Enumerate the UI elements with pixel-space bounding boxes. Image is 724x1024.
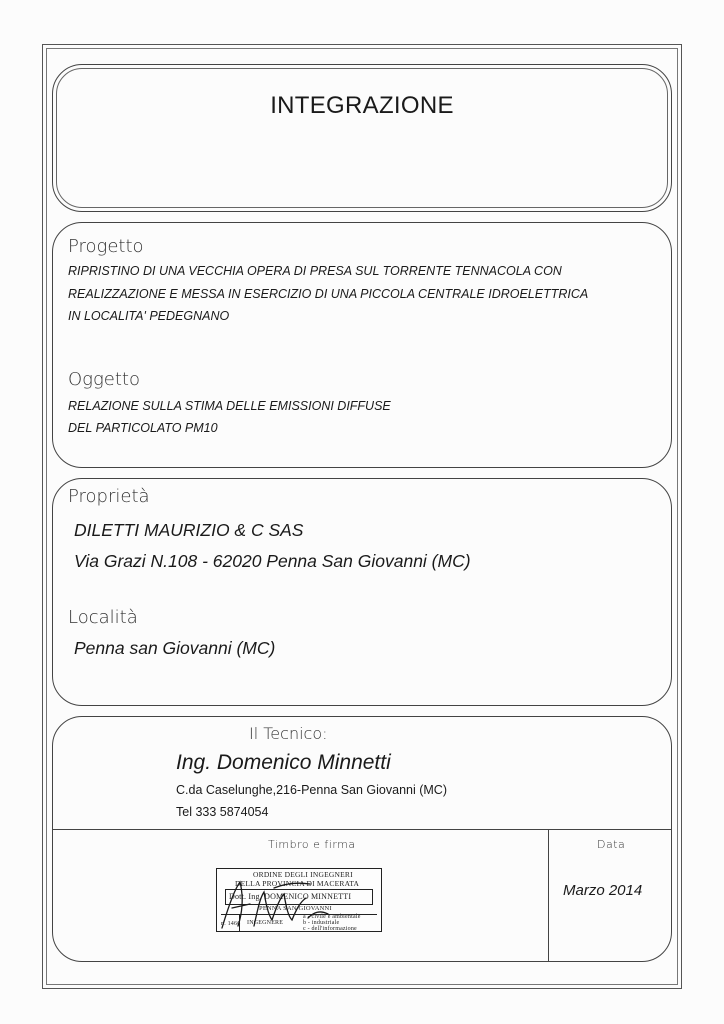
tecnico-address: C.da Caselunghe,216-Penna San Giovanni (MC) xyxy=(176,783,447,797)
progetto-label: Progetto xyxy=(68,236,144,257)
progetto-line-2: REALIZZAZIONE E MESSA IN ESERCIZIO DI UNA PICCOLA CENTRALE IDROELETTRICA xyxy=(68,287,589,301)
oggetto-line-2: DEL PARTICOLATO PM10 xyxy=(68,421,218,435)
data-value: Marzo 2014 xyxy=(563,882,643,899)
date-column-divider xyxy=(548,829,549,962)
owner-box xyxy=(52,478,672,706)
tecnico-name: Ing. Domenico Minnetti xyxy=(176,751,391,774)
data-label: Data xyxy=(597,838,626,851)
proprieta-label: Proprietà xyxy=(68,486,150,507)
stamp-role: INGEGNERE xyxy=(247,920,284,926)
stamp-line-1: ORDINE DEGLI INGEGNERI xyxy=(253,870,353,879)
signature-row-divider xyxy=(52,829,672,830)
progetto-line-1: RIPRISTINO DI UNA VECCHIA OPERA DI PRESA SUL TORRENTE TENNACOLA CON xyxy=(68,264,562,278)
stamp-line-3: Dott. Ing. DOMENICO MINNETTI xyxy=(229,892,352,901)
proprieta-name: DILETTI MAURIZIO & C SAS xyxy=(74,520,304,540)
localita-label: Località xyxy=(68,607,138,628)
stamp-sector-b: b - industriale xyxy=(303,920,340,926)
progetto-line-3: IN LOCALITA' PEDEGNANO xyxy=(68,309,230,323)
stamp-line-2: DELLA PROVINCIA DI MACERATA xyxy=(235,879,360,888)
stamp-sector-c: c - dell'informazione xyxy=(303,926,357,932)
timbro-label: Timbro e firma xyxy=(268,838,356,851)
handwritten-signature xyxy=(214,868,354,938)
stamp-sector-a: a - civile e ambientale xyxy=(303,914,361,920)
oggetto-label: Oggetto xyxy=(68,369,140,390)
localita-value: Penna san Giovanni (MC) xyxy=(74,638,276,658)
proprieta-address: Via Grazi N.108 - 62020 Penna San Giovanni (MC) xyxy=(74,551,471,571)
tecnico-tel: Tel 333 5874054 xyxy=(176,805,269,819)
stamp-number: n. 1466 xyxy=(221,921,241,927)
title-box-inner xyxy=(56,68,668,208)
page-title: INTEGRAZIONE xyxy=(270,92,454,119)
oggetto-line-1: RELAZIONE SULLA STIMA DELLE EMISSIONI DIFFUSE xyxy=(68,399,391,413)
tecnico-label: Il Tecnico: xyxy=(249,724,328,743)
stamp-line-4: PENNA SAN GIOVANNI xyxy=(259,905,332,912)
